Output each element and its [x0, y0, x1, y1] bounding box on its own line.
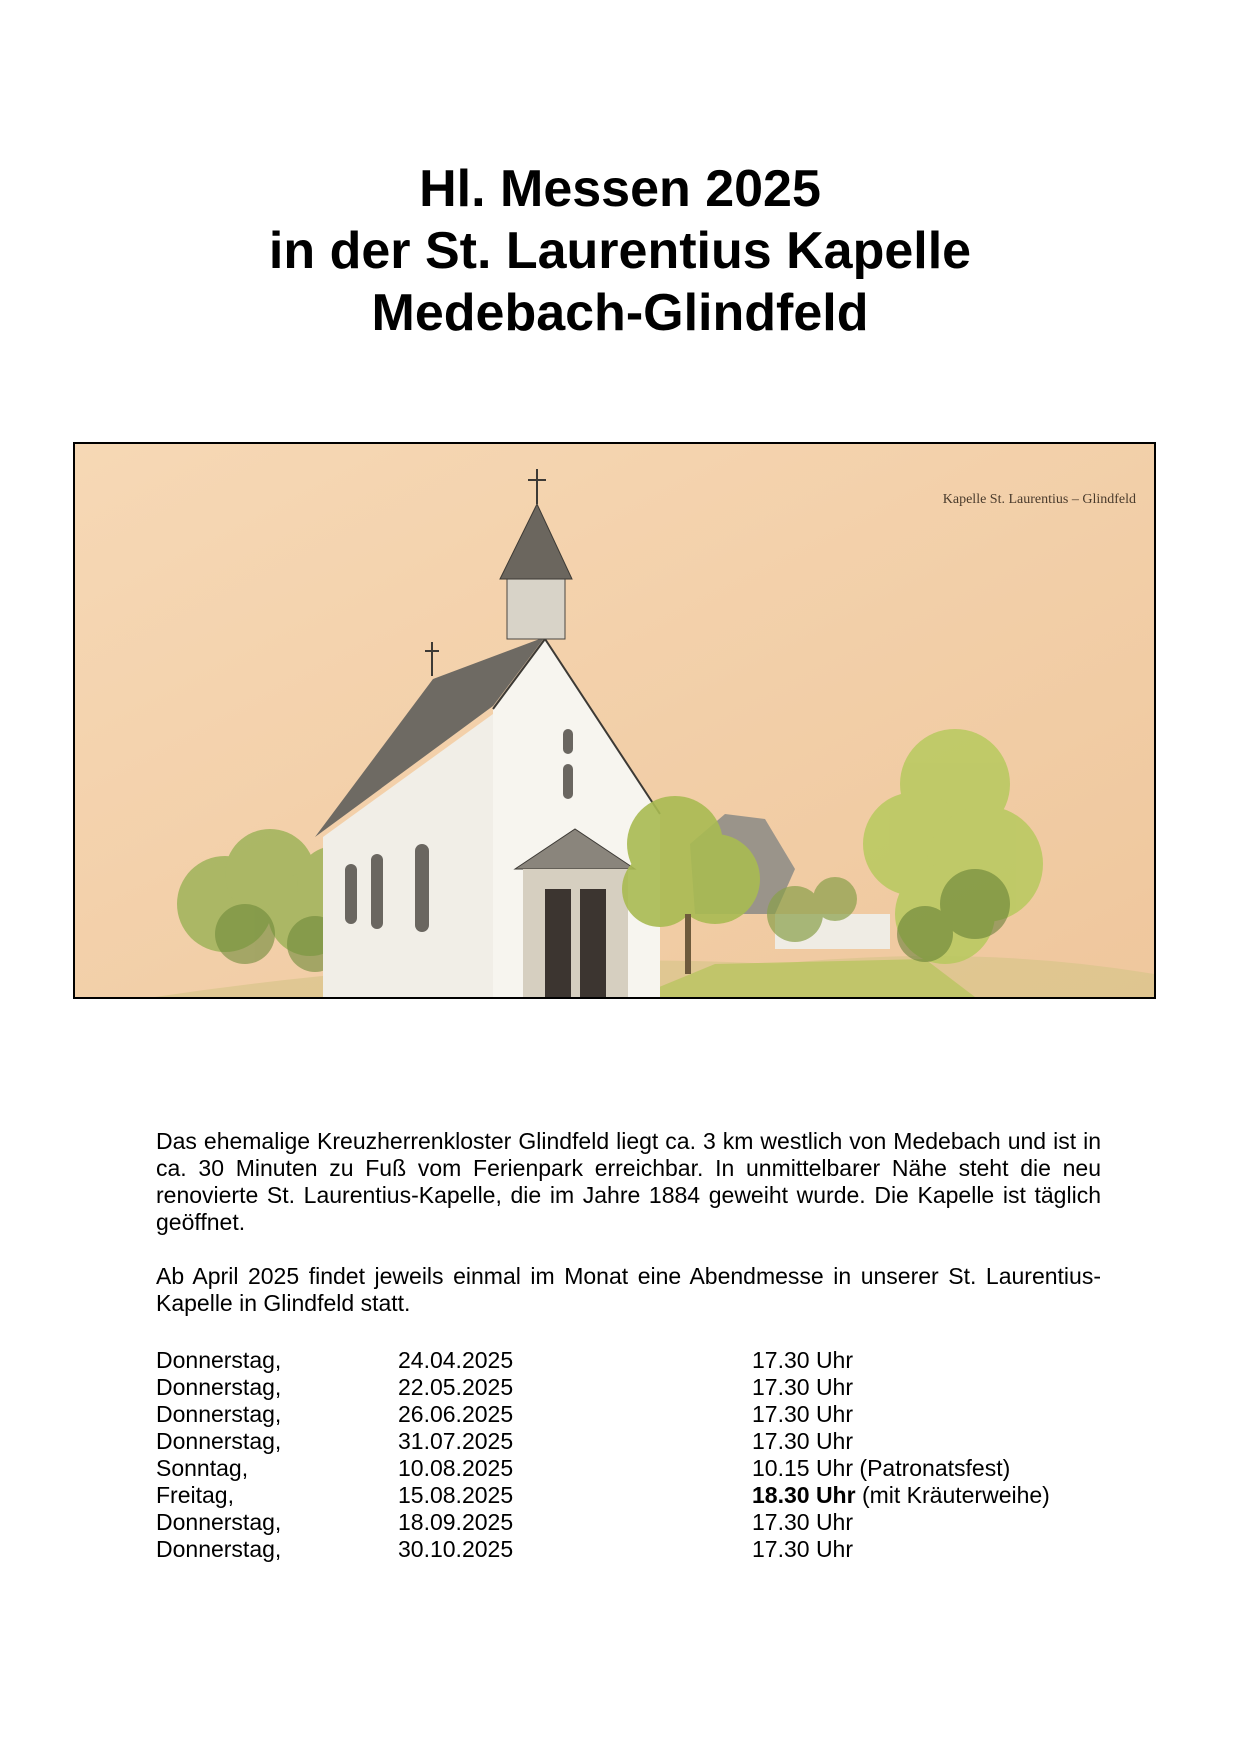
- schedule-row: [156, 1482, 1101, 1509]
- schedule-note: (mit Kräuterweihe): [855, 1482, 1050, 1508]
- schedule-time: 17.30 Uhr: [752, 1374, 854, 1400]
- title-line-2: in der St. Laurentius Kapelle: [268, 222, 972, 280]
- schedule-row: [156, 1401, 1101, 1428]
- schedule-date: 30.10.2025: [398, 1536, 514, 1562]
- schedule-day: Donnerstag,: [156, 1509, 282, 1535]
- schedule-time-cell: [752, 1401, 853, 1428]
- schedule-row: [156, 1428, 1101, 1455]
- schedule-day: Sonntag,: [156, 1455, 249, 1481]
- schedule-time-cell: [752, 1536, 853, 1563]
- intro-paragraph-1: Das ehemalige Kreuzherrenkloster Glindfeld liegt ca. 3 km westlich von Medebach und ist in ca. 30 Minuten zu Fuß vom Ferienpark erreichbar. In unmittelbarer Nähe steht die neu renovierte St. Laurentius-Kapelle, die im Jahre 1884 geweiht wurde. Die Kapelle ist täglich geöffnet.: [156, 1128, 1101, 1235]
- schedule-day: Donnerstag,: [156, 1428, 282, 1454]
- intro-text: [156, 1128, 1101, 1344]
- schedule-time: 10.15 Uhr: [752, 1455, 854, 1481]
- schedule-time-cell: [752, 1455, 1010, 1482]
- schedule-time-cell: [752, 1482, 1050, 1509]
- schedule-row: [156, 1509, 1101, 1536]
- schedule-row: [156, 1374, 1101, 1401]
- schedule-time-cell: [752, 1509, 853, 1536]
- schedule-time-bold: 18.30 Uhr: [752, 1482, 856, 1508]
- title-line-1: Hl. Messen 2025: [419, 160, 821, 218]
- schedule-day: Donnerstag,: [156, 1347, 282, 1373]
- schedule-date: 31.07.2025: [398, 1428, 514, 1454]
- schedule-date: 10.08.2025: [398, 1455, 514, 1481]
- schedule-row: [156, 1455, 1101, 1482]
- mass-schedule: [156, 1347, 1101, 1563]
- chapel-picture: [73, 442, 1156, 999]
- schedule-day: Donnerstag,: [156, 1401, 282, 1427]
- chapel-drawing-icon: [75, 444, 1154, 997]
- schedule-date: 15.08.2025: [398, 1482, 514, 1508]
- schedule-date: 26.06.2025: [398, 1401, 514, 1427]
- page-title: [0, 158, 1240, 344]
- title-line-3: Medebach-Glindfeld: [371, 284, 869, 342]
- schedule-time-cell: [752, 1347, 853, 1374]
- schedule-time: 17.30 Uhr: [752, 1536, 854, 1562]
- schedule-time: 17.30 Uhr: [752, 1401, 854, 1427]
- schedule-date: 22.05.2025: [398, 1374, 514, 1400]
- schedule-time-cell: [752, 1428, 853, 1455]
- schedule-day: Donnerstag,: [156, 1374, 282, 1400]
- schedule-time: 17.30 Uhr: [752, 1509, 854, 1535]
- intro-paragraph-2: Ab April 2025 findet jeweils einmal im Monat eine Abendmesse in unserer St. Laurentius-Kapelle in Glindfeld statt.: [156, 1263, 1101, 1316]
- schedule-date: 24.04.2025: [398, 1347, 514, 1373]
- schedule-time: 17.30 Uhr: [752, 1347, 854, 1373]
- schedule-time: 17.30 Uhr: [752, 1428, 854, 1454]
- schedule-note: (Patronatsfest): [853, 1455, 1011, 1481]
- schedule-date: 18.09.2025: [398, 1509, 514, 1535]
- schedule-time-cell: [752, 1374, 853, 1401]
- schedule-row: [156, 1347, 1101, 1374]
- schedule-day: Donnerstag,: [156, 1536, 282, 1562]
- picture-caption: Kapelle St. Laurentius – Glindfeld: [942, 492, 1136, 507]
- schedule-day: Freitag,: [156, 1482, 234, 1508]
- schedule-row: [156, 1536, 1101, 1563]
